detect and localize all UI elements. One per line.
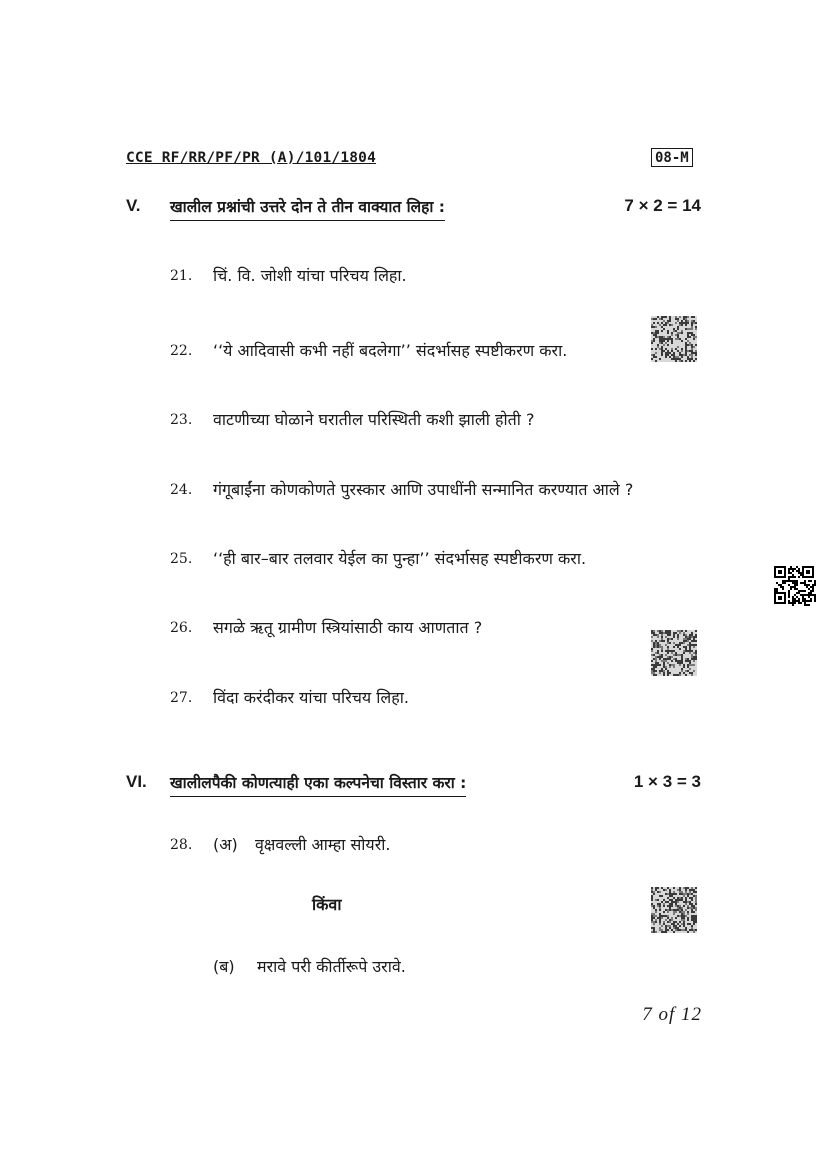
section-v-title: खालील प्रश्नांची उत्तरे दोन ते तीन वाक्यात लिहा :: [170, 195, 445, 221]
section-vi-marks: 1 × 3 = 3: [633, 772, 701, 791]
section-v-marks: 7 × 2 = 14: [624, 196, 701, 215]
paper-code-box: 08-M: [651, 148, 693, 167]
question-26-number: 26.: [170, 620, 193, 636]
question-28-number: 28.: [170, 837, 193, 853]
exam-code: CCE RF/RR/PF/PR (A)/101/1804: [126, 150, 377, 166]
question-23-number: 23.: [170, 412, 193, 428]
qr-code-icon: [651, 887, 697, 933]
or-label: किंवा: [312, 895, 342, 914]
option-b-text: मरावे परी कीर्तीरूपे उरावे.: [257, 957, 406, 976]
question-26-text: सगळे ऋतू ग्रामीण स्त्रियांसाठी काय आणतात ?: [213, 618, 483, 637]
qr-code-icon: [774, 566, 816, 606]
option-b-label: (ब): [213, 957, 235, 976]
qr-code-icon: [651, 316, 697, 362]
question-25-number: 25.: [170, 551, 193, 567]
question-22-number: 22.: [170, 343, 193, 359]
question-27-text: विंदा करंदीकर यांचा परिचय लिहा.: [213, 688, 409, 707]
page-number: 7 of 12: [642, 1004, 702, 1025]
section-vi-title: खालीलपैकी कोणत्याही एका कल्पनेचा विस्तार करा :: [170, 771, 466, 797]
question-24-number: 24.: [170, 482, 193, 498]
qr-code-icon: [651, 630, 697, 676]
question-22-text: ‘‘ये आदिवासी कभी नहीं बदलेगा’’ संदर्भासह स्पष्टीकरण करा.: [213, 341, 568, 360]
question-27-number: 27.: [170, 690, 193, 706]
option-a-label: (अ): [213, 835, 238, 854]
question-21-text: चिं. वि. जोशी यांचा परिचय लिहा.: [213, 266, 407, 285]
question-23-text: वाटणीच्या घोळाने घरातील परिस्थिती कशी झाली होती ?: [213, 410, 535, 429]
section-vi-number: VI.: [126, 772, 147, 791]
question-25-text: ‘‘ही बार–बार तलवार येईल का पुन्हा’’ संदर्भासह स्पष्टीकरण करा.: [213, 549, 587, 568]
question-24-text: गंगूबाईंना कोणकोणते पुरस्कार आणि उपाधींनी सन्मानित करण्यात आले ?: [213, 480, 634, 499]
section-v-number: V.: [126, 196, 141, 215]
question-21-number: 21.: [170, 268, 193, 284]
option-a-text: वृक्षवल्ली आम्हा सोयरी.: [255, 835, 391, 854]
